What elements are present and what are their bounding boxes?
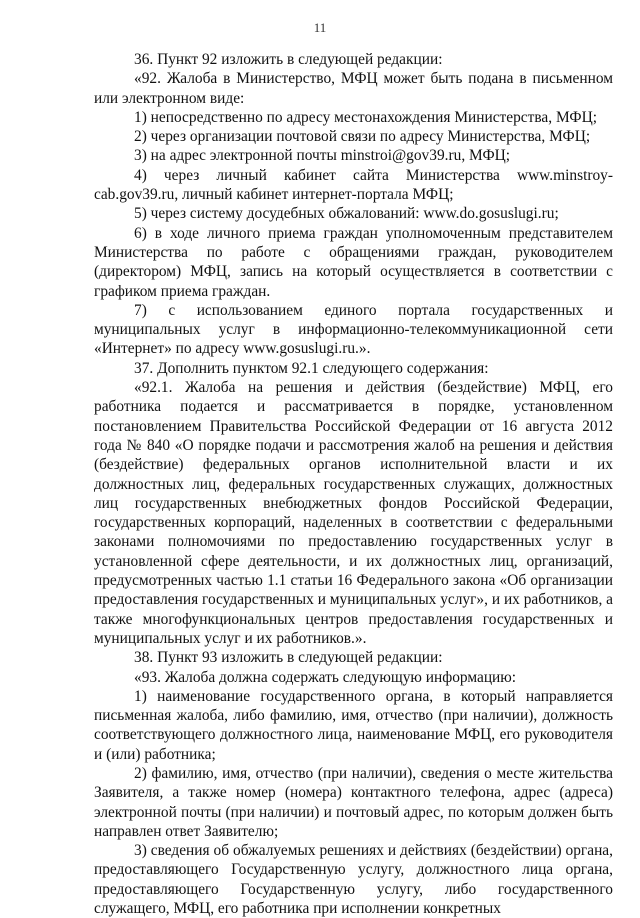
paragraph-clause-92-1: «92.1. Жалоба на решения и действия (бездействие) МФЦ, его работника подается и рассматривается в порядке, установленном постановлением Правительства Российской Федерации от 16 августа 2012 года № 840 «О порядке подачи и рассмотрения жалоб на решения и действия (бездействие) федеральных органов исполнительной власти и их должностных лиц, федеральных государственных служащих, должностных лиц государственных внебюджетных фондов Российской Федерации, государственных корпораций, наделенных в соответствии с федеральными законами полномочиями по предоставлению государственных услуг в установленной сфере деятельности, и их должностных лиц, организаций, предусмотренных частью 1.1 статьи 16 Федерального закона «Об организации предоставления государственных и муниципальных услуг», и их работников, а также многофункциональных центров предоставления государственных и муниципальных услуг и их работников.». bbox=[94, 379, 613, 647]
paragraph-list-item-6: 6) в ходе личного приема граждан уполномоченным представителем Министерства по работе с обращениями граждан, руководителем (директором) МФЦ, запись на который осуществляется в соответствии с графиком приема граждан. bbox=[94, 224, 613, 300]
paragraph-list-item-5: 5) через систему досудебных обжалований: www.do.gosuslugi.ru; bbox=[134, 205, 559, 223]
paragraph-requirement-2: 2) фамилию, имя, отчество (при наличии), сведения о месте жительства Заявителя, а также номер (номера) контактного телефона, адрес (адреса) электронной почты (при наличии) и почтовый адрес, по которым должен быть направлен ответ Заявителю; bbox=[94, 764, 613, 840]
paragraph-list-item-4: 4) через личный кабинет сайта Министерства www.minstroy-cab.gov39.ru, личный кабинет интернет-портала МФЦ; bbox=[94, 166, 613, 204]
paragraph-item-38: 38. Пункт 93 изложить в следующей редакции: bbox=[134, 649, 443, 667]
document-body bbox=[94, 50, 613, 918]
paragraph-requirement-3: 3) сведения об обжалуемых решениях и действиях (бездействии) органа, предоставляющего Государственную услугу, должностного лица органа, предоставляющего Государственную услугу, либо государственного служащего, МФЦ, его работника при исполнении конкретных bbox=[94, 842, 613, 918]
paragraph-list-item-7: 7) с использованием единого портала государственных и муниципальных услуг в информационно-телекоммуникационной сети «Интернет» по адресу www.gosuslugi.ru.». bbox=[94, 301, 613, 358]
paragraph-clause-92: «92. Жалоба в Министерство, МФЦ может быть подана в письменном или электронном виде: bbox=[94, 70, 613, 107]
paragraph-item-37: 37. Дополнить пунктом 92.1 следующего содержания: bbox=[134, 359, 489, 377]
paragraph-list-item-1: 1) непосредственно по адресу местонахождения Министерства, МФЦ; bbox=[134, 108, 597, 126]
paragraph-item-36: 36. Пункт 92 изложить в следующей редакции: bbox=[134, 51, 443, 68]
paragraph-requirement-1: 1) наименование государственного органа, в который направляется письменная жалоба, либо фамилию, имя, отчество (при наличии), должность соответствующего должностного лица, наименование МФЦ, его руководителя и (или) работника; bbox=[94, 687, 613, 763]
paragraph-list-item-3: 3) на адрес электронной почты minstroi@gov39.ru, МФЦ; bbox=[134, 147, 511, 165]
paragraph-list-item-2: 2) через организации почтовой связи по адресу Министерства, МФЦ; bbox=[134, 128, 591, 146]
paragraph-clause-93: «93. Жалоба должна содержать следующую информацию: bbox=[134, 668, 517, 686]
page-number: 11 bbox=[313, 20, 327, 35]
